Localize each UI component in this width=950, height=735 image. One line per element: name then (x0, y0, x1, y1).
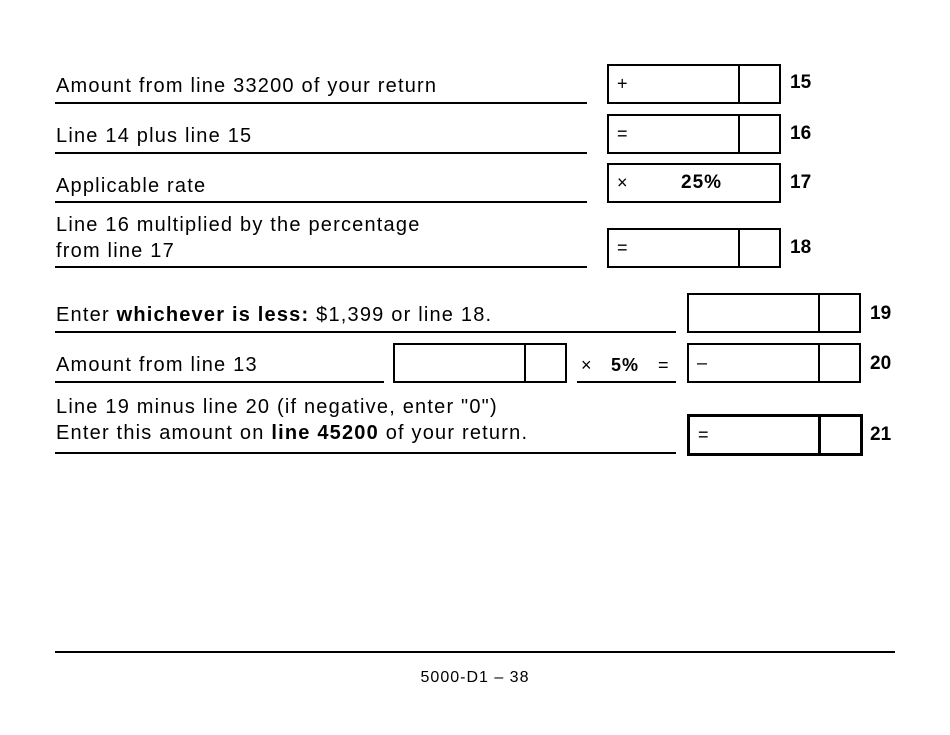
line-18-label-line2: from line 17 (56, 240, 175, 262)
line-15-underline (55, 102, 587, 104)
line-20-mult-underline (577, 381, 676, 383)
multiply-sign: × (617, 172, 628, 193)
line-20-number: 20 (870, 353, 892, 374)
line-21-amount-field[interactable] (687, 414, 863, 456)
line-19-label-bold: whichever is less: (116, 304, 310, 326)
line-21-underline (55, 452, 676, 454)
multiply-sign: × (581, 355, 593, 375)
line-16-amount-field[interactable] (607, 114, 781, 154)
line-15-label: Amount from line 33200 of your return (56, 75, 438, 97)
line-18-underline (55, 266, 587, 268)
line-21-number: 21 (870, 424, 892, 445)
equals-sign: = (617, 123, 628, 144)
line-19-amount-field[interactable] (687, 293, 861, 333)
line-18-amount-field[interactable] (607, 228, 781, 268)
line-19-label-post: $1,399 or line 18. (309, 304, 493, 326)
plus-sign: + (617, 73, 628, 94)
line-18-number: 18 (790, 237, 812, 258)
line-19-number: 19 (870, 303, 892, 324)
line-18-label-line1: Line 16 multiplied by the percentage (56, 214, 421, 236)
page-footer: 5000-D1 – 38 (420, 669, 530, 686)
line-20-input-cents-field[interactable] (524, 345, 526, 381)
line-16-label: Line 14 plus line 15 (56, 125, 253, 147)
line-20-cents-field[interactable] (818, 345, 820, 381)
line-21-label-post: of your return. (378, 422, 529, 444)
line-21-label-line1: Line 19 minus line 20 (if negative, enter "0") (56, 396, 498, 418)
line-19-label-pre: Enter (56, 304, 117, 326)
minus-sign: – (697, 352, 708, 373)
line-19-label (56, 303, 492, 328)
line-20-label: Amount from line 13 (56, 354, 258, 376)
line-20-underline (55, 381, 384, 383)
line-16-number: 16 (790, 123, 812, 144)
line-20-amount-from-line-13-field[interactable] (393, 343, 567, 383)
line-18-cents-field[interactable] (738, 230, 740, 266)
line-17-underline (55, 201, 587, 203)
line-21-label-line2 (56, 421, 528, 446)
line-15-cents-field[interactable] (738, 66, 740, 102)
line-17-number: 17 (790, 172, 812, 193)
line-20-rate: 5% (611, 355, 640, 375)
equals-sign: = (617, 237, 628, 258)
line-15-amount-field[interactable] (607, 64, 781, 104)
equals-sign: = (698, 424, 709, 445)
line-19-cents-field[interactable] (818, 295, 820, 331)
line-17-label: Applicable rate (56, 175, 207, 197)
line-21-label-bold: line 45200 (271, 422, 379, 444)
applicable-rate-value: 25% (681, 172, 723, 193)
line-19-underline (55, 331, 676, 333)
line-17-rate-box (607, 163, 781, 203)
footer-rule (55, 651, 895, 653)
line-21-label-pre: Enter this amount on (56, 422, 272, 444)
line-16-underline (55, 152, 587, 154)
line-16-cents-field[interactable] (738, 116, 740, 152)
line-21-cents-field[interactable] (818, 417, 821, 453)
line-20-amount-field[interactable] (687, 343, 861, 383)
equals-sign: = (658, 355, 670, 375)
line-15-number: 15 (790, 72, 812, 93)
